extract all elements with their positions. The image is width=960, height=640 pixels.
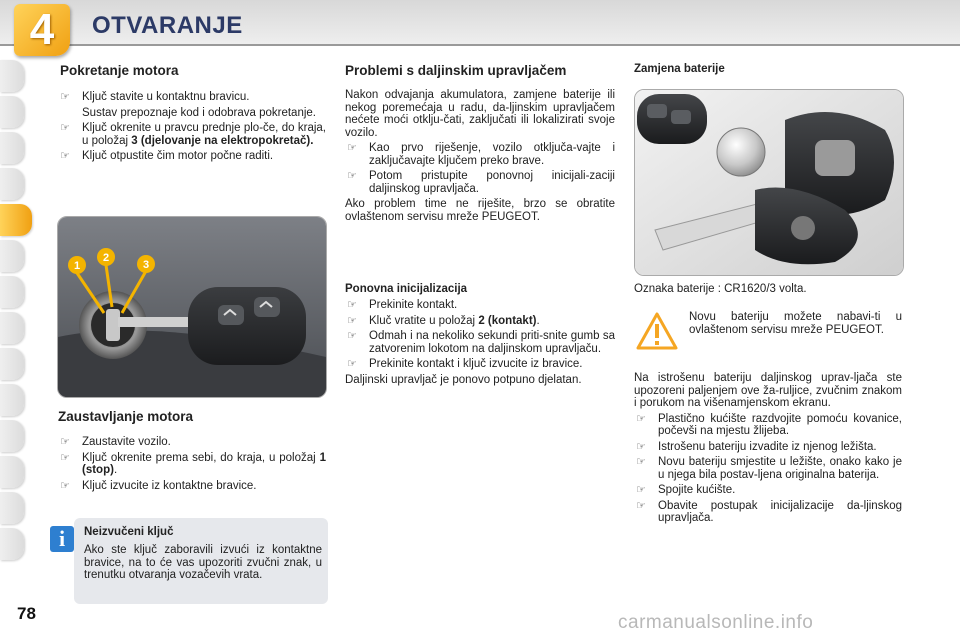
pointing-hand-icon: ☞ [347, 299, 357, 311]
chapter-title: OTVARANJE [92, 12, 243, 39]
step-note: Sustav prepoznaje kod i odobrava pokretanje. [82, 106, 316, 119]
step-item: ☞ Spojite kućište. [636, 484, 736, 496]
ignition-label-1: 1 [73, 260, 81, 272]
remote-outro: Ako problem time ne riješite, brzo se obratite ovlaštenom servisu mreže PEUGEOT. [345, 198, 615, 223]
warning-triangle-icon [636, 312, 678, 350]
pointing-hand-icon: ☞ [60, 91, 70, 103]
thumb-tab-active[interactable] [0, 204, 32, 236]
ignition-label-3: 3 [142, 259, 150, 271]
step-item: ☞ Obavite postupak inicijalizacije da-ljinskog upravljača. [636, 499, 902, 524]
pointing-hand-icon: ☞ [636, 484, 646, 496]
pointing-hand-icon: ☞ [347, 330, 357, 342]
battery-photo [634, 89, 904, 276]
step-item: ☞ Ključ okrenite prema sebi, do kraja, u položaj 1 (stop). [60, 451, 326, 476]
battery-body [634, 372, 902, 528]
thumb-tab[interactable] [0, 420, 24, 452]
pointing-hand-icon: ☞ [60, 451, 70, 464]
pointing-hand-icon: ☞ [636, 499, 646, 512]
step-item: ☞ Ključ stavite u kontaktnu bravicu. [60, 91, 250, 103]
step-item: ☞ Ključ otpustite čim motor počne raditi. [60, 150, 274, 162]
page-number: 78 [17, 604, 36, 623]
step-item: ☞ Prekinite kontakt i ključ izvucite iz bravice. [347, 358, 583, 370]
battery-type: Oznaka baterije : CR1620/3 volta. [634, 283, 807, 295]
step-item: ☞ Prekinite kontakt. [347, 299, 458, 311]
step-item: ☞ Ključ okrenite u pravcu prednje plo-če, do kraja, u položaj 3 (djelovanje na elektropokretač). [60, 122, 326, 147]
thumb-tab[interactable] [0, 528, 24, 560]
pointing-hand-icon: ☞ [347, 142, 357, 154]
thumb-tab[interactable] [0, 60, 24, 92]
step-item: ☞ Istrošenu bateriju izvadite iz njenog ležišta. [636, 440, 877, 453]
step-item: ☞ Novu bateriju smjestite u ležište, onako kako je u njega bila postav-ljena originalna baterija. [636, 456, 902, 481]
thumb-tab[interactable] [0, 384, 24, 416]
thumb-tab[interactable] [0, 348, 24, 380]
remote-problems-title: Problemi s daljinskim upravljačem [345, 63, 567, 78]
low-battery-text: Na istrošenu bateriju daljinskog uprav-ljača ste upozoreni paljenjem ove ža-ruljice, zvučnim znakom i porukom na višenamjenskom ekranu. [634, 372, 902, 409]
info-box-text: Ako ste ključ zaboravili izvući iz kontaktne bravice, na to će vas upozoriti zvučni znak, u trenutku otvaranja vozačevih vrata. [84, 544, 322, 581]
step-item: ☞ Kluč vratite u položaj 2 (kontakt). [347, 314, 540, 327]
start-engine-steps [58, 91, 326, 166]
thumb-tab[interactable] [0, 240, 24, 272]
thumb-tab[interactable] [0, 132, 24, 164]
step-item: ☞ Kao prvo riješenje, vozilo otključa-vajte i zaključavajte ključem preko brave. [347, 142, 615, 167]
pointing-hand-icon: ☞ [347, 314, 357, 327]
reinit-outro: Daljinski upravljač je ponovo potpuno djelatan. [345, 373, 582, 386]
thumb-tab[interactable] [0, 96, 24, 128]
pointing-hand-icon: ☞ [60, 436, 70, 448]
reinit-body [345, 299, 615, 389]
watermark: carmanualsonline.info [618, 612, 814, 633]
step-item: ☞ Ključ izvucite iz kontaktne bravice. [60, 479, 257, 492]
remote-problems-body [345, 89, 615, 226]
stop-engine-title: Zaustavljanje motora [58, 409, 194, 424]
ignition-label-2: 2 [102, 252, 110, 264]
battery-title: Zamjena baterije [634, 63, 725, 75]
pointing-hand-icon: ☞ [60, 122, 70, 134]
pointing-hand-icon: ☞ [636, 440, 646, 453]
step-item: ☞ Zaustavite vozilo. [60, 436, 171, 448]
thumb-tab[interactable] [0, 168, 24, 200]
reinit-title: Ponovna inicijalizacija [345, 283, 468, 295]
stop-engine-steps [58, 436, 326, 495]
thumb-index [0, 60, 40, 564]
warning-text: Novu bateriju možete nabavi-ti u ovlaštenom servisu mreže PEUGEOT. [689, 311, 902, 336]
step-item: ☞ Odmah i na nekoliko sekundi priti-snite gumb sa zatvorenim lokotom na daljinskom upravljaču. [347, 330, 615, 355]
thumb-tab[interactable] [0, 312, 24, 344]
step-item: ☞ Plastično kućište razdvojite pomoću kovanice, počevši na mjestu žlijeba. [636, 412, 902, 437]
thumb-tab[interactable] [0, 456, 24, 488]
info-box-title: Neizvučeni ključ [84, 526, 174, 538]
pointing-hand-icon: ☞ [347, 170, 357, 182]
chapter-number-tab[interactable]: 4 [14, 4, 70, 56]
ignition-key-photo [57, 216, 327, 398]
pointing-hand-icon: ☞ [347, 358, 357, 370]
start-engine-title: Pokretanje motora [60, 63, 179, 78]
pointing-hand-icon: ☞ [636, 456, 646, 468]
pointing-hand-icon: ☞ [60, 479, 70, 492]
thumb-tab[interactable] [0, 492, 24, 524]
remote-intro: Nakon odvajanja akumulatora, zamjene baterije ili nekog poremećaja u radu, da-ljinskim upravljačem nećete moći otklju-čati, zaključati ili lokalizirati svoje vozilo. [345, 89, 615, 139]
step-item: ☞ Potom pristupite ponovnoj inicijali-zaciji daljinskog upravljača. [347, 170, 615, 195]
pointing-hand-icon: ☞ [60, 150, 70, 162]
info-icon: i [50, 526, 74, 552]
thumb-tab[interactable] [0, 276, 24, 308]
pointing-hand-icon: ☞ [636, 412, 646, 425]
